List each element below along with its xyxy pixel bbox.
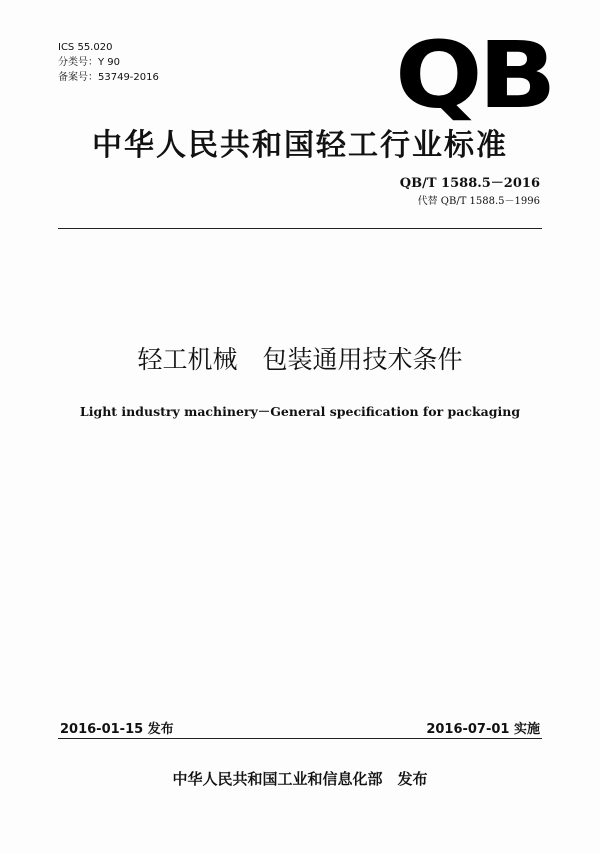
bottom-divider [58, 738, 542, 739]
issue-date: 2016-01-15 发布 [60, 722, 174, 737]
record-number: 备案号：53749-2016 [58, 72, 159, 83]
replaces-standard: 代替 QB/T 1588.5－1996 [417, 196, 540, 207]
document-title-en: Light industry machinery－General specification for packaging [79, 404, 521, 419]
ics-number: ICS 55.020 [58, 42, 113, 53]
publisher: 中华人民共和国工业和信息化部 发布 [172, 770, 428, 788]
qb-logo: QB [395, 22, 553, 129]
standard-code: QB/T 1588.5－2016 [399, 176, 540, 191]
industry-standard-title: 中华人民共和国轻工行业标准 [92, 128, 508, 163]
classification-block [58, 40, 159, 85]
category-number: 分类号：Y 90 [58, 57, 121, 68]
document-title-zh: 轻工机械 包装通用技术条件 [137, 345, 463, 374]
top-divider [58, 228, 542, 229]
effective-date: 2016-07-01 实施 [426, 722, 540, 737]
